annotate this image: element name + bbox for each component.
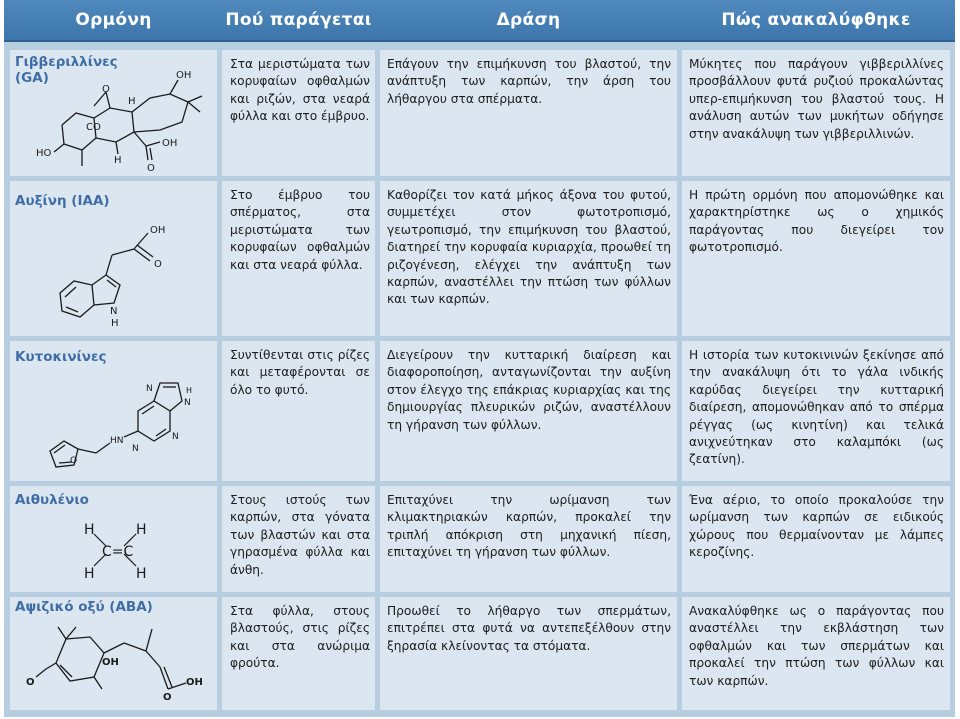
structure-label: H bbox=[111, 318, 119, 329]
structure-label: H bbox=[114, 155, 122, 166]
structure-label: HN bbox=[110, 436, 124, 446]
where-cell bbox=[222, 341, 375, 481]
table-row bbox=[10, 181, 950, 336]
hormone-name: Αψιζικό οξύ (ABA) bbox=[15, 599, 153, 615]
hormone-name: Γιββεριλλίνες (GA) bbox=[15, 54, 118, 86]
header-action: Δράση bbox=[496, 10, 561, 30]
structure-label: OH bbox=[162, 138, 178, 149]
where-cell bbox=[222, 181, 375, 336]
discovery-cell bbox=[682, 341, 950, 481]
structure-label: OH bbox=[150, 225, 166, 236]
structure-label: O bbox=[70, 456, 78, 466]
structure-label: N bbox=[184, 398, 191, 408]
hormone-cell bbox=[10, 181, 217, 336]
action-text: Επιταχύνει την ωρίμανση των κλιμακτηριακών καρπών, προκαλεί την τριπλή απόκριση στη μηχανική πίεση, επιταχύνει τη γήρανση των φύλλων. bbox=[387, 493, 671, 560]
structure-label: H bbox=[136, 566, 147, 582]
cytokinin-structure bbox=[10, 341, 217, 481]
header-hormone: Ορμόνη bbox=[75, 10, 152, 30]
hormone-cell bbox=[10, 50, 217, 176]
structure-label: O bbox=[163, 692, 172, 703]
structure-label: H bbox=[186, 386, 193, 395]
header-discovery: Πώς ανακαλύφθηκε bbox=[721, 10, 911, 30]
action-text: Διεγείρουν την κυτταρική διαίρεση και διαφοροποίηση, ανταγωνίζονται την αυξίνη στον έλεγχο της επάκριας κυριαρχίας και της δημιουργίας πλευρικών ριζών, αναστέλλουν τη γήρανση των φύλλων. bbox=[387, 348, 671, 432]
header-where-produced: Πού παράγεται bbox=[225, 10, 372, 30]
action-cell bbox=[380, 597, 677, 710]
action-text: Προωθεί το λήθαργο των σπερμάτων, επιτρέπει στα φυτά να αντεπεξέλθουν στην ξηρασία κλείνοντας τα στόματα. bbox=[387, 604, 671, 653]
discovery-cell bbox=[682, 50, 950, 176]
where-cell bbox=[222, 486, 375, 592]
where-cell bbox=[222, 50, 375, 176]
structure-label: N bbox=[132, 444, 139, 454]
structure-label: H bbox=[84, 566, 95, 582]
structure-label: HO bbox=[36, 148, 52, 159]
table-header bbox=[4, 0, 955, 42]
structure-label: H bbox=[136, 522, 147, 538]
discovery-cell bbox=[682, 181, 950, 336]
where-text: Στους ιστούς των καρπών, στα γόνατα των βλαστών και στα γηρασμένα φύλλα και άνθη. bbox=[230, 493, 370, 577]
structure-label: CO bbox=[86, 122, 101, 133]
hormone-name: Αιθυλένιο bbox=[15, 492, 89, 508]
structure-label: OH bbox=[176, 70, 192, 81]
where-text: Συντίθενται στις ρίζες και μεταφέρονται σε όλο το φυτό. bbox=[230, 348, 370, 397]
structure-label: O bbox=[154, 259, 162, 270]
table-row bbox=[10, 341, 950, 481]
ethylene-structure bbox=[10, 486, 217, 592]
where-text: Στο έμβρυο του σπέρματος, στα μεριστώματα των κορυφαίων οφθαλμών και στα νεαρά φύλλα. bbox=[230, 188, 370, 272]
action-cell bbox=[380, 341, 677, 481]
structure-label: H bbox=[128, 96, 136, 107]
hormone-cell bbox=[10, 486, 217, 592]
structure-label: O bbox=[102, 84, 110, 95]
hormone-cell bbox=[10, 341, 217, 481]
gibberellin-structure bbox=[10, 50, 217, 176]
structure-label: C=C bbox=[102, 544, 134, 560]
discovery-cell bbox=[682, 597, 950, 710]
hormone-name: Κυτοκινίνες bbox=[15, 349, 107, 365]
auxin-structure bbox=[10, 181, 217, 336]
structure-label: N bbox=[110, 306, 118, 317]
discovery-text: Μύκητες που παράγουν γιββεριλλίνες προσβάλλουν φυτά ρυζιού προκαλώντας υπερ-επιμήκυνση του βλαστού τους. Η ανάλυση αυτών των μυκήτων οδήγησε στην ανακάλυψη των γιββεριλλινών. bbox=[689, 57, 944, 141]
discovery-cell bbox=[682, 486, 950, 592]
hormone-table bbox=[4, 0, 955, 717]
structure-label: O bbox=[26, 677, 35, 688]
hormone-name: Αυξίνη (IAA) bbox=[15, 193, 110, 209]
table-row bbox=[10, 597, 950, 710]
structure-label: O bbox=[147, 163, 155, 174]
table-row bbox=[10, 486, 950, 592]
structure-label: N bbox=[146, 384, 153, 394]
action-text: Καθορίζει τον κατά μήκος άξονα του φυτού, συμμετέχει στον φωτοτροπισμό, γεωτροπισμό, την επιμήκυνση του βλαστού, διατηρεί την κορυφαία κυριαρχία, προωθεί τη ριζογένεση, ελέγχει την ανάπτυξη των καρπών, αναστέλλει την πτώση των φύλλων και των καρπών. bbox=[387, 188, 671, 307]
structure-label: OH bbox=[102, 657, 119, 668]
discovery-text: Ανακαλύφθηκε ως ο παράγοντας που αναστέλλει την εκβλάστηση των οφθαλμών και των σπερμάτων και προκαλεί την πτώση των φύλλων και των καρπών. bbox=[689, 604, 944, 688]
structure-label: N bbox=[172, 432, 179, 442]
action-cell bbox=[380, 50, 677, 176]
where-text: Στα φύλλα, στους βλαστούς, στις ρίζες και στα ανώριμα φρούτα. bbox=[230, 604, 370, 671]
discovery-text: Ένα αέριο, το οποίο προκαλούσε την ωρίμανση των καρπών σε ειδικούς χώρους που θερμαίνονταν με λάμπες κεροζίνης. bbox=[689, 493, 944, 560]
where-text: Στα μεριστώματα των κορυφαίων οφθαλμών και ριζών, στα νεαρά φύλλα και στο έμβρυο. bbox=[230, 57, 370, 124]
discovery-text: Η πρώτη ορμόνη που απομονώθηκε και χαρακτηρίστηκε ως ο χημικός παράγοντας που διεγείρει τον φωτοτροπισμό. bbox=[689, 188, 944, 255]
hormone-cell bbox=[10, 597, 217, 710]
action-cell bbox=[380, 181, 677, 336]
aba-structure bbox=[10, 597, 217, 710]
action-cell bbox=[380, 486, 677, 592]
table-row bbox=[10, 50, 950, 176]
where-cell bbox=[222, 597, 375, 710]
action-text: Επάγουν την επιμήκυνση του βλαστού, την ανάπτυξη των καρπών, την άρση του λήθαργου στα σπέρματα. bbox=[387, 57, 671, 106]
discovery-text: Η ιστορία των κυτοκινινών ξεκίνησε από την ανακάλυψη ότι το γάλα ινδικής καρύδας διεγείρει την κυτταρική διαίρεση, απομονώθηκαν από το σπέρμα ρέγγας (ως κινητίνη) και τελικά ανιχνεύτηκαν στο καλαμπόκι (ως ζεατίνη). bbox=[689, 348, 944, 467]
structure-label: H bbox=[84, 522, 95, 538]
structure-label: OH bbox=[186, 677, 203, 688]
